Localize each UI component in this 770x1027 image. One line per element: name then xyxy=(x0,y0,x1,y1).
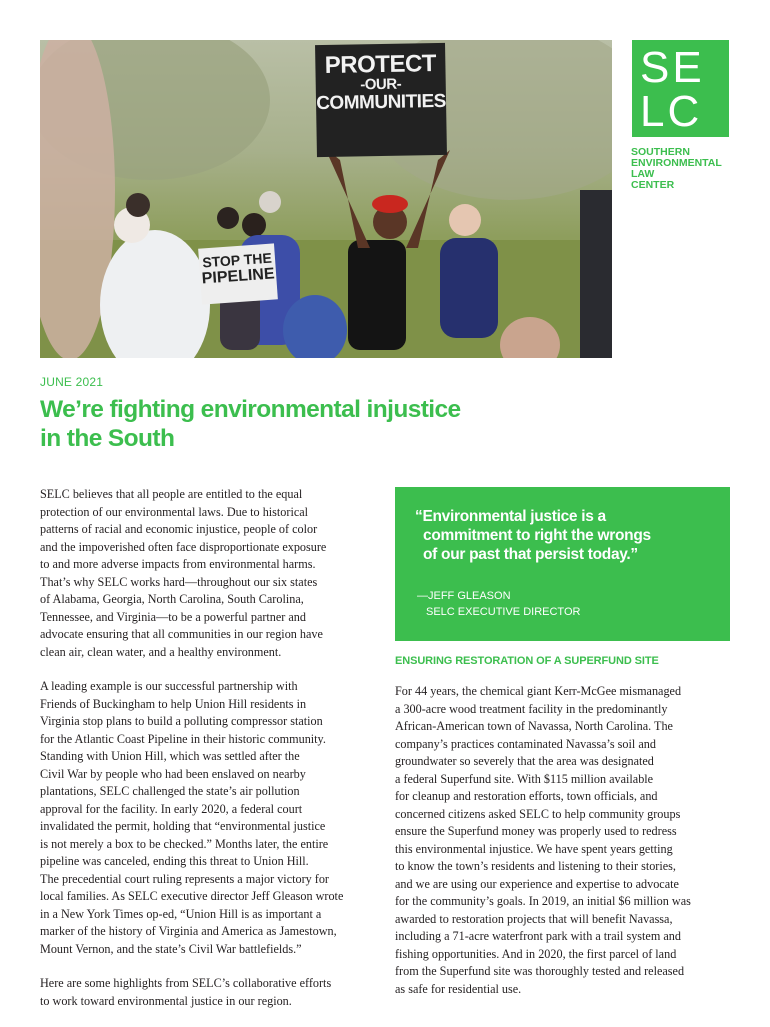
text-line: local families. As SELC executive director Jeff Gleason wrote xyxy=(40,889,344,903)
organization-name xyxy=(631,147,741,191)
headline-line: in the South xyxy=(40,425,175,452)
text-line: to and more adverse impacts from environmental harms. xyxy=(40,557,316,571)
text-line: this environmental injustice. We have spent years getting xyxy=(395,841,673,856)
text-line: for the Atlantic Coast Pipeline in their historic community. xyxy=(40,731,326,746)
text-line: a 300-acre wood treatment facility in the predominantly xyxy=(395,701,668,716)
text-line: for cleanup and restoration efforts, town officials, and xyxy=(395,789,658,803)
text-line: of Alabama, Georgia, North Carolina, South Carolina, xyxy=(40,592,304,606)
text-line: in a New York Times op-ed, “Union Hill is as important a xyxy=(40,906,322,921)
text-line: pipeline was canceled, ending this threat to Union Hill. xyxy=(40,854,309,868)
attribution-title: SELC EXECUTIVE DIRECTOR xyxy=(426,606,581,618)
quote-line: commitment to right the wrongs xyxy=(423,527,651,544)
text-line: is not merely a box to be checked.” Months later, the entire xyxy=(40,836,329,851)
text-line: to know the town’s residents and listening to their stories, xyxy=(395,859,676,873)
sign-line-3: COMMUNITIES xyxy=(316,90,447,115)
org-name-line: ENVIRONMENTAL xyxy=(631,157,722,169)
text-line: from the Superfund site was thoroughly tested and released xyxy=(395,964,685,978)
quote-line: “Environmental justice is a xyxy=(415,508,606,525)
pipeline-sign-line-1: STOP THE xyxy=(201,249,273,271)
pull-quote xyxy=(395,487,730,641)
stop-pipeline-sign xyxy=(198,243,278,304)
sign-line-1: PROTECT xyxy=(324,50,437,79)
text-line: for the community’s goals. In 2019, an initial $6 million was xyxy=(395,894,691,908)
org-name-line: LAW xyxy=(631,168,655,180)
text-line: A leading example is our successful partnership with xyxy=(40,679,298,693)
pipeline-sign-line-2: PIPELINE xyxy=(201,265,276,288)
protect-communities-sign xyxy=(315,43,447,157)
text-line: awarded to restoration projects that will benefit Navassa, xyxy=(395,911,673,926)
quote-attribution xyxy=(415,588,730,620)
publication-date: JUNE 2021 xyxy=(40,375,104,389)
text-line: invalidated the permit, holding that “environmental justice xyxy=(40,819,326,833)
section-heading: ENSURING RESTORATION OF A SUPERFUND SITE xyxy=(395,655,659,667)
text-line: protection of our environmental laws. Due to historical xyxy=(40,504,309,519)
right-column xyxy=(395,683,735,998)
text-line: The precedential court ruling represents a major victory for xyxy=(40,871,329,886)
text-line: Here are some highlights from SELC’s collaborative efforts xyxy=(40,976,332,990)
sign-line-2: -OUR- xyxy=(360,75,402,94)
logo-letters-top: SE xyxy=(640,43,705,92)
text-line: approval for the facility. In early 2020, a federal court xyxy=(40,801,303,816)
text-line: Standing with Union Hill, which was settled after the xyxy=(40,749,300,763)
text-line: and the impoverished often face disproportionate exposure xyxy=(40,539,327,554)
text-line: plantations, SELC challenged the state’s air pollution xyxy=(40,784,300,798)
text-line: Tennessee, and Virginia—to be a powerful partner and xyxy=(40,609,306,624)
headline xyxy=(40,395,560,453)
text-line: advocate ensuring that all communities in our region have xyxy=(40,627,323,641)
text-line: patterns of racial and economic injustice, people of color xyxy=(40,522,318,536)
left-column xyxy=(40,486,380,1027)
text-line: clean air, clean water, and a healthy environment. xyxy=(40,644,282,659)
text-line: African-American town of Navassa, North Carolina. The xyxy=(395,719,673,733)
text-line: company’s practices contaminated Navassa’s soil and xyxy=(395,736,656,751)
quote-text xyxy=(415,507,730,564)
text-line: For 44 years, the chemical giant Kerr-McGee mismanaged xyxy=(395,684,682,698)
attribution-name: —JEFF GLEASON xyxy=(417,590,511,602)
text-line: concerned citizens asked SELC to help community groups xyxy=(395,806,681,821)
text-line: ensure the Superfund money was properly used to redress xyxy=(395,824,677,838)
org-name-line: CENTER xyxy=(631,179,675,191)
superfund-paragraph xyxy=(395,683,735,998)
text-line: Civil War by people who had been enslaved on nearby xyxy=(40,766,306,781)
text-line: That’s why SELC works hard—throughout our six states xyxy=(40,574,318,589)
text-line: including a 71-acre waterfront park with a trail system and xyxy=(395,929,681,943)
intro-paragraph xyxy=(40,486,380,661)
text-line: SELC believes that all people are entitled to the equal xyxy=(40,487,303,501)
text-line: fishing opportunities. And in 2020, the first parcel of land xyxy=(395,946,677,961)
quote-line: of our past that persist today.” xyxy=(423,546,638,563)
text-line: Mount Vernon, and the state’s Civil War battlefields.” xyxy=(40,941,302,956)
selc-logo xyxy=(632,40,729,137)
highlights-paragraph xyxy=(40,975,380,1010)
text-line: groundwater so severely that the area was designated xyxy=(395,754,654,768)
union-hill-paragraph xyxy=(40,678,380,958)
text-line: and we are using our experience and expertise to advocate xyxy=(395,876,679,891)
text-line: to work toward environmental justice in our region. xyxy=(40,993,292,1008)
logo-letters-bottom: LC xyxy=(640,87,703,136)
text-line: a federal Superfund site. With $115 million available xyxy=(395,771,654,786)
org-name-line: SOUTHERN xyxy=(631,146,690,158)
text-line: Virginia stop plans to build a polluting compressor station xyxy=(40,714,323,728)
headline-line: We’re fighting environmental injustice xyxy=(40,396,461,423)
text-line: marker of the history of Virginia and America as Jamestown, xyxy=(40,924,337,938)
protest-photo xyxy=(40,40,612,358)
text-line: Friends of Buckingham to help Union Hill residents in xyxy=(40,696,307,711)
text-line: as safe for residential use. xyxy=(395,981,522,996)
